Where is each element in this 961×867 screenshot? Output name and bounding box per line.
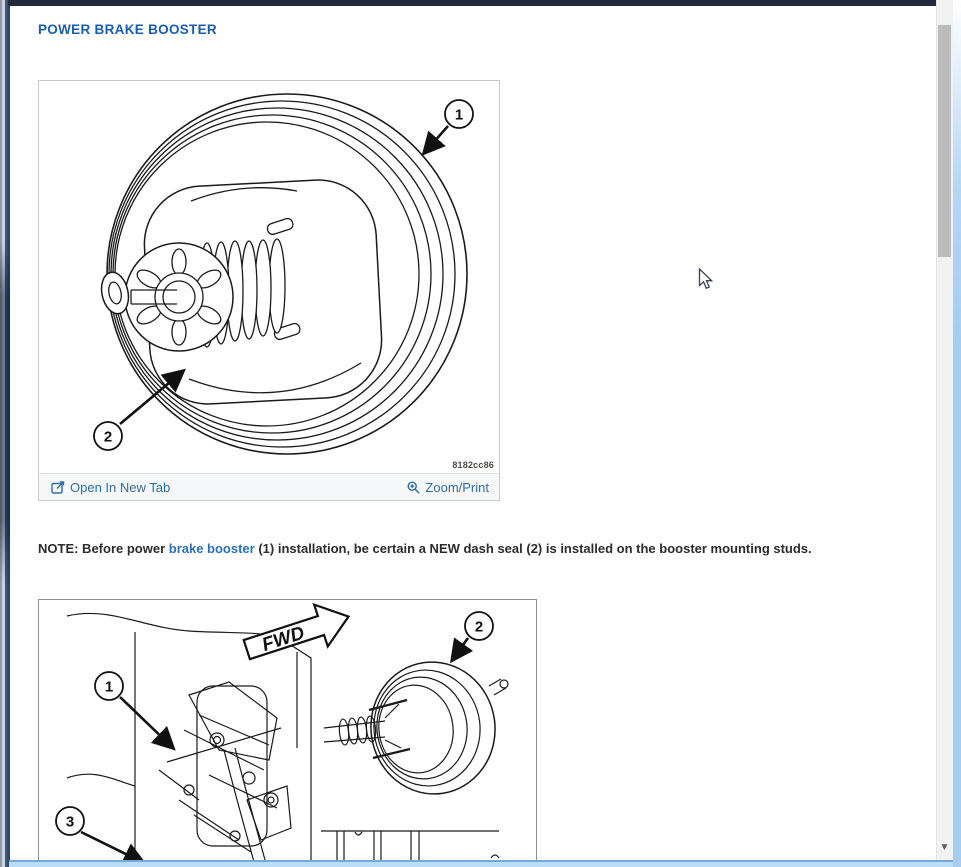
figure-booster-installation [38, 599, 537, 867]
open-in-new-tab-link[interactable] [51, 480, 170, 495]
svg-text:3: 3 [65, 813, 75, 831]
figure-code: 8182cc86 [452, 460, 494, 470]
figure-booster-seal [38, 80, 500, 501]
svg-text:1: 1 [104, 678, 114, 696]
bottom-window-edge [9, 860, 953, 867]
figure-booster-seal-image [39, 81, 499, 473]
page-title: POWER BRAKE BOOSTER [38, 22, 217, 37]
open-in-new-tab-label: Open In New Tab [70, 479, 171, 495]
svg-text:2: 2 [103, 428, 113, 446]
note-suffix: (1) installation, be certain a NEW dash seal (2) is installed on the booster mounting studs. [254, 541, 812, 556]
booster-diagram [39, 81, 499, 473]
note-prefix: NOTE: Before power [38, 541, 169, 556]
figure-toolbar [39, 473, 499, 500]
zoom-print-label: Zoom/Print [425, 479, 489, 495]
callout-2-booster [453, 612, 493, 659]
svg-text:1: 1 [454, 106, 464, 124]
top-divider-bar [8, 0, 936, 6]
svg-text:FWD: FWD [259, 622, 308, 656]
magnifier-plus-icon [407, 481, 420, 494]
brake-booster-link[interactable]: brake booster [168, 541, 255, 556]
left-background-edge [0, 0, 10, 867]
callout-3 [56, 807, 142, 862]
svg-text:2: 2 [474, 618, 484, 636]
mouse-cursor [698, 268, 715, 296]
callout-1-pedal-bracket [95, 672, 172, 747]
open-in-new-tab-icon [51, 481, 65, 494]
callout-1-booster [425, 100, 473, 152]
callout-2-dash-seal [94, 372, 182, 450]
right-window-edge [953, 0, 961, 867]
scroll-down-arrow-icon[interactable]: ▼ [939, 842, 950, 853]
fwd-direction-arrow [240, 600, 355, 671]
vertical-scrollbar-thumb[interactable] [938, 25, 951, 257]
note-paragraph [38, 541, 838, 557]
installation-diagram [39, 600, 536, 867]
zoom-print-link[interactable] [407, 480, 489, 495]
